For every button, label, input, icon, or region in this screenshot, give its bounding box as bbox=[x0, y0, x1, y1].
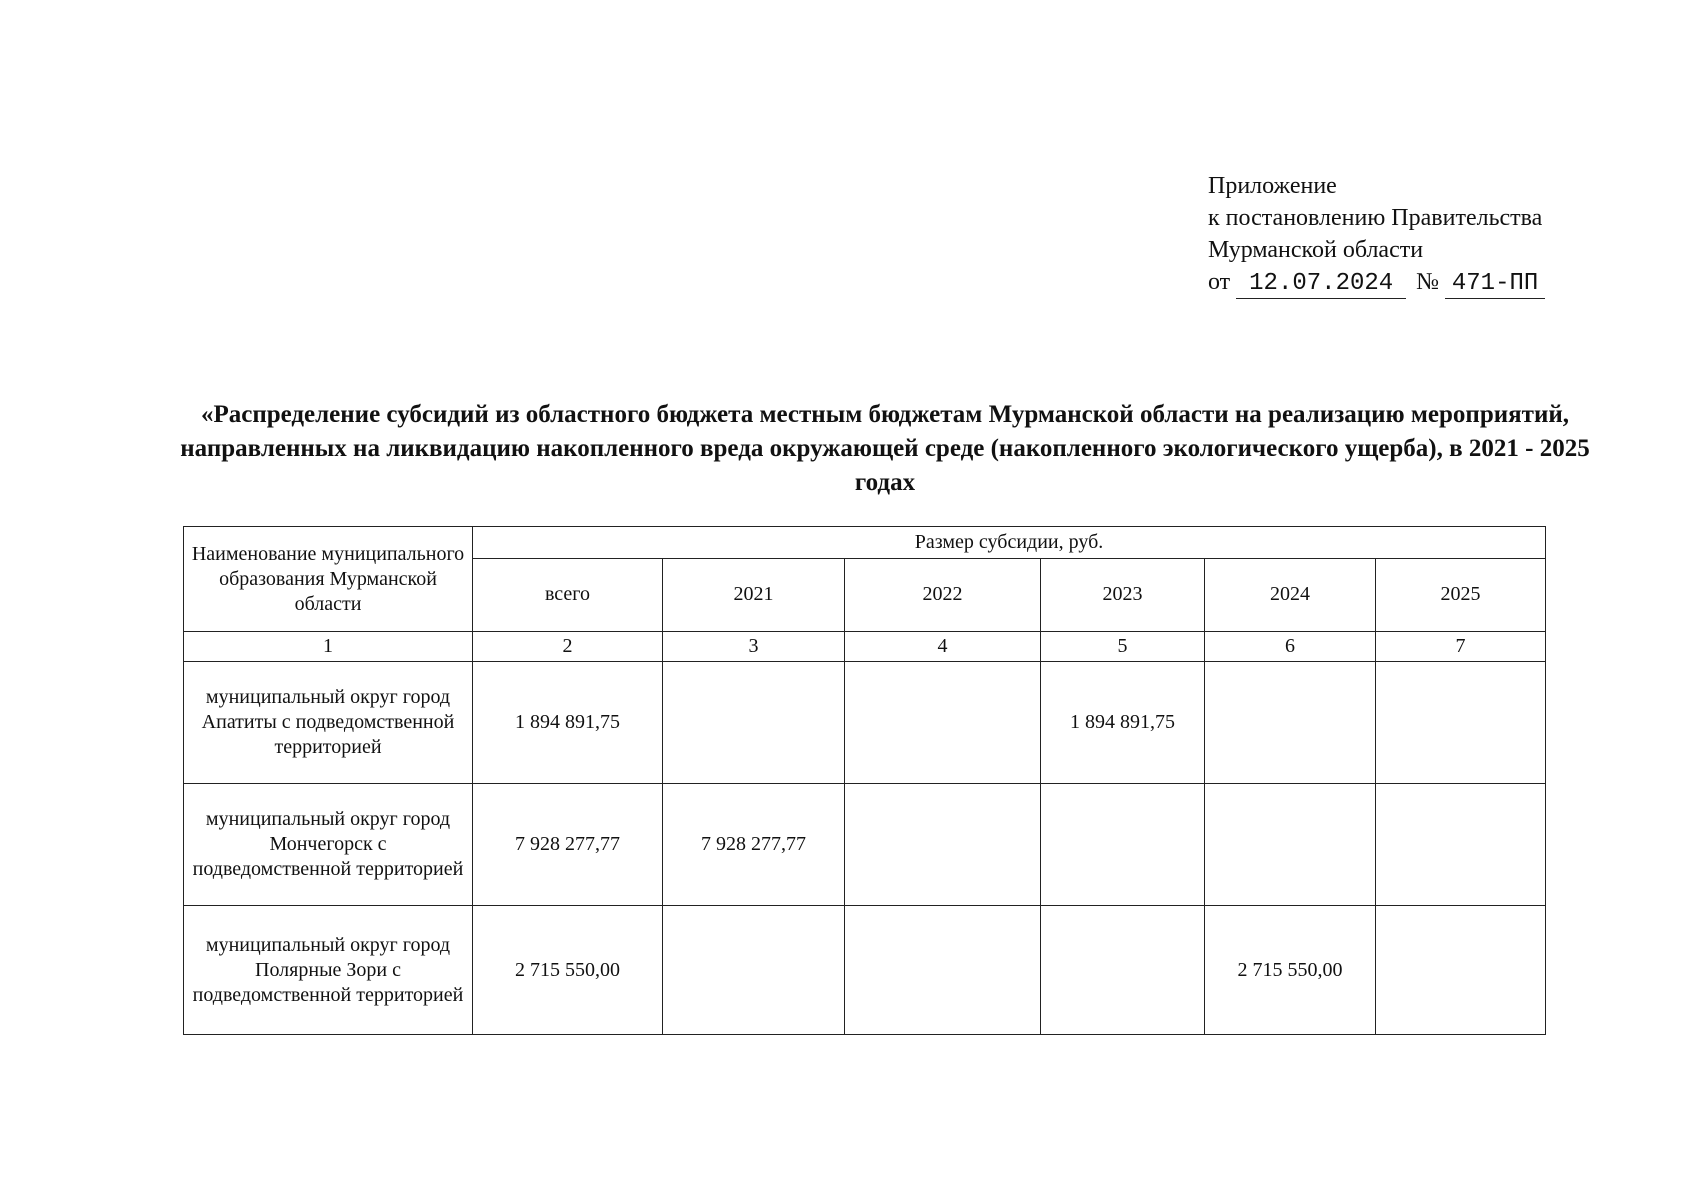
document-title: «Распределение субсидий из областного бюджета местным бюджетам Мурманской области на реализацию мероприятий, направленных на ликвидацию накопленного вреда окружающей среде (накопленного экологического ущерба), в 2021 - 2025 годах bbox=[180, 401, 1590, 496]
appendix-header bbox=[1208, 170, 1545, 299]
header-subsidy-size: Размер субсидии, руб. bbox=[473, 527, 1546, 559]
value-2021 bbox=[663, 662, 845, 784]
value-2021 bbox=[663, 906, 845, 1035]
appendix-resolution: к постановлению Правительства bbox=[1208, 205, 1543, 231]
value-total: 2 715 550,00 bbox=[473, 906, 663, 1035]
column-number-row bbox=[184, 632, 1546, 662]
value-2021: 7 928 277,77 bbox=[663, 784, 845, 906]
municipality-name: муниципальный округ город Апатиты с подведомственной территорией bbox=[184, 662, 473, 784]
column-number: 5 bbox=[1041, 632, 1205, 662]
value-2023 bbox=[1041, 906, 1205, 1035]
number-label: № bbox=[1416, 269, 1440, 295]
header-total: всего bbox=[473, 558, 663, 631]
value-2025 bbox=[1376, 784, 1546, 906]
table-row bbox=[184, 784, 1546, 906]
value-2022 bbox=[845, 662, 1041, 784]
header-year-2021: 2021 bbox=[663, 558, 845, 631]
header-municipality: Наименование муниципального образования Мурманской области bbox=[184, 527, 473, 632]
value-2022 bbox=[845, 906, 1041, 1035]
column-number: 6 bbox=[1205, 632, 1376, 662]
date-prefix: от bbox=[1208, 269, 1231, 295]
header-year-2024: 2024 bbox=[1205, 558, 1376, 631]
table-row bbox=[184, 662, 1546, 784]
value-2025 bbox=[1376, 662, 1546, 784]
value-2024 bbox=[1205, 784, 1376, 906]
subsidy-table bbox=[183, 526, 1546, 1035]
value-2023: 1 894 891,75 bbox=[1041, 662, 1205, 784]
header-year-2023: 2023 bbox=[1041, 558, 1205, 631]
column-number: 1 bbox=[184, 632, 473, 662]
value-2024: 2 715 550,00 bbox=[1205, 906, 1376, 1035]
value-2024 bbox=[1205, 662, 1376, 784]
header-year-2025: 2025 bbox=[1376, 558, 1546, 631]
value-total: 7 928 277,77 bbox=[473, 784, 663, 906]
column-number: 2 bbox=[473, 632, 663, 662]
value-2025 bbox=[1376, 906, 1546, 1035]
municipality-name: муниципальный округ город Мончегорск с подведомственной территорией bbox=[184, 784, 473, 906]
header-year-2022: 2022 bbox=[845, 558, 1041, 631]
appendix-date-line bbox=[1208, 266, 1545, 299]
resolution-number: 471-ПП bbox=[1445, 270, 1545, 299]
column-number: 4 bbox=[845, 632, 1041, 662]
appendix-title: Приложение bbox=[1208, 173, 1337, 199]
municipality-name: муниципальный округ город Полярные Зори с подведомственной территорией bbox=[184, 906, 473, 1035]
column-number: 7 bbox=[1376, 632, 1546, 662]
appendix-region: Мурманской области bbox=[1208, 237, 1424, 263]
value-2023 bbox=[1041, 784, 1205, 906]
column-number: 3 bbox=[663, 632, 845, 662]
value-total: 1 894 891,75 bbox=[473, 662, 663, 784]
table-row bbox=[184, 906, 1546, 1035]
table-header-row bbox=[184, 527, 1546, 559]
resolution-date: 12.07.2024 bbox=[1236, 270, 1406, 299]
value-2022 bbox=[845, 784, 1041, 906]
